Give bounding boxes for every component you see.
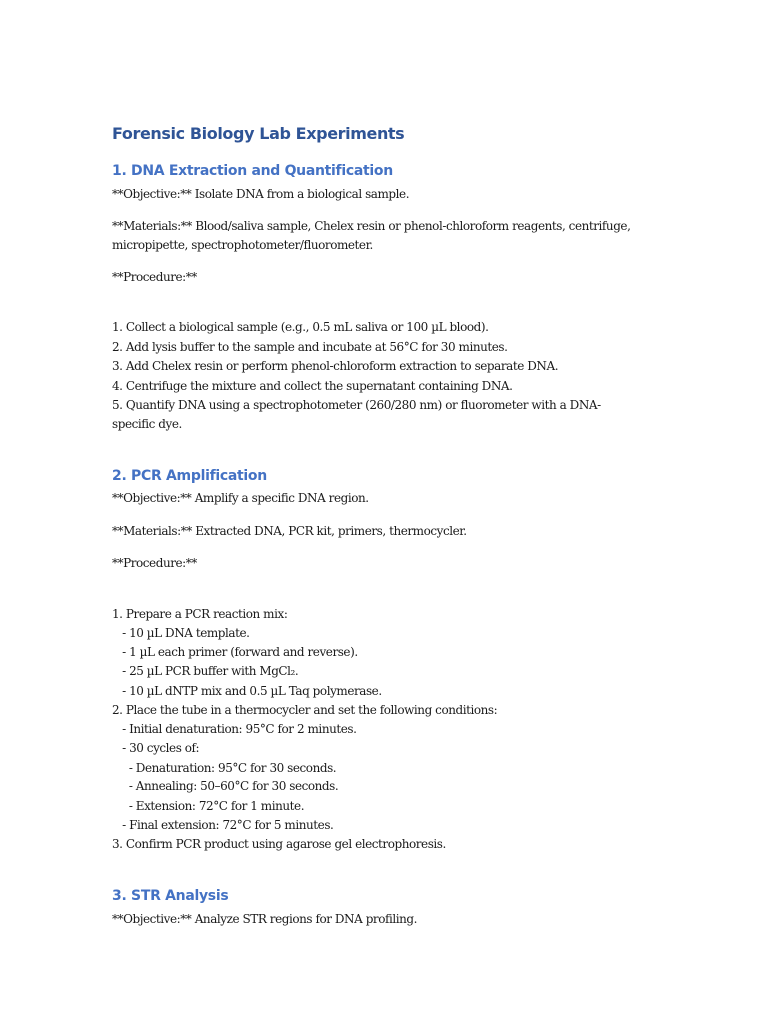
s2-step: - 10 µL DNA template.: [112, 626, 250, 640]
s2-objective: **Objective:** Amplify a specific DNA region.: [112, 491, 369, 505]
s2-step: - 10 µL dNTP mix and 0.5 µL Taq polymerase.: [112, 684, 382, 698]
s2-step: 2. Place the tube in a thermocycler and set the following conditions:: [112, 703, 498, 717]
s2-step: - Annealing: 50–60°C for 30 seconds.: [112, 779, 339, 793]
document-title: Forensic Biology Lab Experiments: [112, 124, 405, 143]
s2-step: - 30 cycles of:: [112, 741, 200, 755]
s1-materials-line-2: micropipette, spectrophotometer/fluorometer.: [112, 238, 373, 252]
section-heading-pcr: 2. PCR Amplification: [112, 468, 267, 484]
s2-step: 3. Confirm PCR product using agarose gel electrophoresis.: [112, 837, 446, 851]
s1-materials-line-1: **Materials:** Blood/saliva sample, Chelex resin or phenol-chloroform reagents, centrifuge,: [112, 219, 631, 233]
s2-procedure-label: **Procedure:**: [112, 556, 197, 570]
s1-objective: **Objective:** Isolate DNA from a biological sample.: [112, 187, 410, 201]
s1-step: 4. Centrifuge the mixture and collect the supernatant containing DNA.: [112, 379, 513, 393]
s2-step: - Initial denaturation: 95°C for 2 minutes.: [112, 722, 357, 736]
s3-objective: **Objective:** Analyze STR regions for DNA profiling.: [112, 912, 418, 926]
s1-step: 5. Quantify DNA using a spectrophotometer (260/280 nm) or fluorometer with a DNA-: [112, 398, 601, 412]
s1-procedure-label: **Procedure:**: [112, 270, 197, 284]
s1-step: 1. Collect a biological sample (e.g., 0.5 mL saliva or 100 µL blood).: [112, 320, 489, 334]
s2-step: - Final extension: 72°C for 5 minutes.: [112, 818, 334, 832]
s2-step: - Denaturation: 95°C for 30 seconds.: [112, 761, 337, 775]
s2-step: 1. Prepare a PCR reaction mix:: [112, 607, 288, 621]
section-heading-dna-extraction: 1. DNA Extraction and Quantification: [112, 163, 393, 179]
s1-step: 2. Add lysis buffer to the sample and incubate at 56°C for 30 minutes.: [112, 340, 508, 354]
s1-step: specific dye.: [112, 417, 182, 431]
s2-step: - Extension: 72°C for 1 minute.: [112, 799, 305, 813]
s2-step: - 25 µL PCR buffer with MgCl₂.: [112, 664, 299, 678]
section-heading-str: 3. STR Analysis: [112, 888, 229, 904]
s2-materials: **Materials:** Extracted DNA, PCR kit, primers, thermocycler.: [112, 524, 467, 538]
s1-step: 3. Add Chelex resin or perform phenol-chloroform extraction to separate DNA.: [112, 359, 559, 373]
s2-step: - 1 µL each primer (forward and reverse).: [112, 645, 358, 659]
